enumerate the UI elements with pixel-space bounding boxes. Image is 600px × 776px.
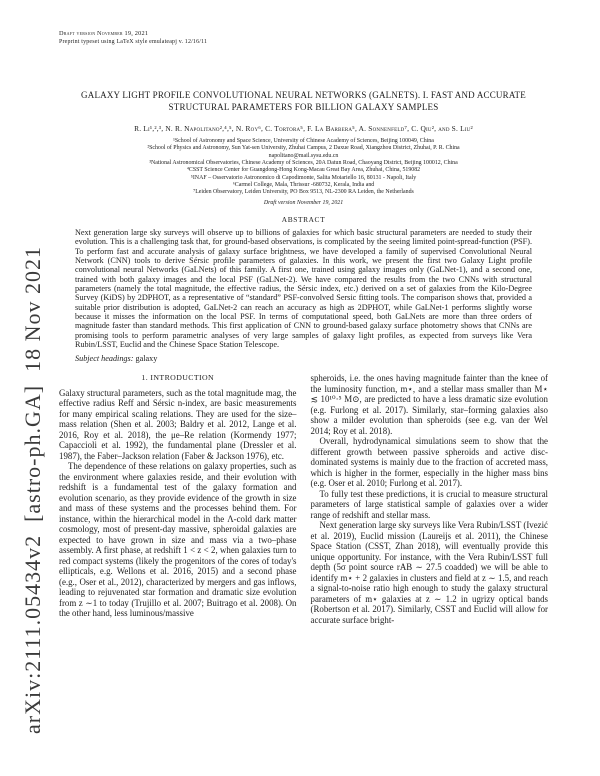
section-heading-introduction: 1. INTRODUCTION [141,373,215,383]
author-list: R. Li¹,²,³, N. R. Napolitano²,⁴,⁵, N. Roy⁶, C. Tortora⁵, F. La Barbera⁵, A. Sonnenfeld⁷, C. Qiu², and S. Liu² [134,123,473,133]
body-paragraph: Overall, hydrodynamical simulations seem to show that the different growth between passive spheroids and active disc-dominated systems is mainly due to the fraction of accreted mass, which is higher in the former, especially in the higher mass bins (e.g. Oser et al. 2010; Furlong et al. 2017). [310,436,548,489]
subject-headings-label: Subject headings: [75,354,134,364]
draft-version-line: Draft version November 19, 2021 [59,30,149,37]
email-address: napolitano@mail.sysu.edu.cn [268,152,339,159]
body-paragraph: spheroids, i.e. the ones having magnitude fainter than the knee of the luminosity function, m⋆, and a stellar mass smaller than M⋆ ≲ 10¹⁰·⁵ M⊙, are predicted to have a less dramatic size evolution (e.g. Furlong et al. 2017). Similarly, star–forming galaxies also show a milder evolution than spheroids (see e.g. van der Wel 2014; Roy et al. 2018). [310,373,548,436]
draft-dateline: Draft version November 19, 2021 [263,199,344,206]
preprint-header [59,30,548,46]
affiliation-line: ⁶Carmel College, Mala, Thrissur -680732, Kerala, India and [232,182,375,189]
abstract-text: Next generation large sky surveys will observe up to billions of galaxies for which basic structural parameters are needed to study their evolution. This is a challenging task that, for ground-based observations, is complicated by the seeing limited point-spread-function (PSF). To perform fast and accurate analysis of galaxy surface brightness, we have developed a family of supervised Convolutional Neural Network (CNN) tools to derive Sérsic profile parameters of galaxies. In this work, we present the first two Galaxy Light profile convolutional neural Networks (GaLNets) of this family. A first one, trained using galaxy images only (GaLNet-1), and a second one, trained with both galaxy images and the local PSF (GaLNet-2). We have compared the results from the two CNNs with structural parameters (namely the total magnitude, the effective radius, the Sérsic index, etc.) derived on a set of galaxies from the Kilo-Degree Survey (KiDS) by 2DPHOT, as a representative of “standard” PSF-convolved Sersic fitting tools. The comparison shows that, provided a suitable prior distribution is adopted, GaLNet-2 can reach an accuracy as high as 2DPHOT, while GaLNet-1 performs slightly worse because it misses the information on the local PSF. In terms of computational speed, both GaLNets are more than three orders of magnitude faster than standard methods. This first application of CNN to ground-based galaxy surface photometry shows that CNNs are promising tools to perform parametric analyses of very large samples of galaxy light profiles, as expected from surveys like Vera Rubin/LSST, Euclid and the Chinese Space Station Telescope. [75,227,532,349]
affiliation-line: ⁴CSST Science Center for Guangdong-Hong Kong-Macau Great Bay Area, Zhuhai, China, 519082 [186,167,421,174]
subject-headings-value: galaxy [135,354,158,364]
body-paragraph: Next generation large sky surveys like Vera Rubin/LSST (Ivezić et al. 2019), Euclid mission (Laureijs et al. 2011), the Chinese Space Station (CSST, Zhan 2018), will eventually provide this unique opportunity. For instance, with the Vera Rubin/LSST full depth (5σ point source rAB ∼ 27.5 coadded) we will be able to identify m⋆ + 2 galaxies in clusters and field at z ∼ 1.5, and reach a signal-to-noise ratio high enough to study the galaxy structural parameters of m⋆ galaxies at z ∼ 1.2 in ugrizy optical bands (Robertson et al. 2017). Similarly, CSST and Euclid will allow for accurate surface bright- [310,520,548,625]
body-paragraph: To fully test these predictions, it is crucial to measure structural parameters of large statistical sample of galaxies over a wider range of redshift and stellar mass. [310,488,548,520]
affiliation-line: ⁷Leiden Observatory, Leiden University, PO Box 9513, NL-2300 RA Leiden, the Netherlands [193,189,414,196]
body-columns [59,373,548,727]
body-paragraph: The dependence of these relations on galaxy properties, such as the environment where galaxies reside, and their evolution with redshift is a fundamental test of the galaxy formation and evolution scenario, as they provide evidence of the growth in size and mass of these systems and the processes behind them. For instance, within the hierarchical model in the Λ-cold dark matter cosmology, most of present-day massive, spheroidal galaxies are expected to have grown in size and mass via a two–phase assembly. A first phase, at redshift 1 < z < 2, when galaxies turn to red compact systems (likely the progenitors of the cores of today's ellipticals, e.g. Wellons et al. 2016, 2015) and a second phase (e.g., Oser et al., 2012), characterized by mergers and gas inflows, leading to rejuvenated star formation and dramatic size evolution from z ∼1 to today (Trujillo et al. 2007; Buitrago et al. 2008). On the other hand, less luminous/massive [59,461,297,618]
typeset-style-line: Preprint typeset using LaTeX style emulateapj v. 12/16/11 [59,38,208,45]
page-content [59,30,548,727]
affiliation-line: ¹School of Astronomy and Space Science, University of Chinese Academy of Sciences, Beijing 100049, China [173,137,434,144]
abstract-heading: ABSTRACT [281,214,326,224]
arxiv-watermark: arXiv:2111.05434v2 [astro-ph.GA] 18 Nov 2021 [20,246,45,734]
paper-title: GALAXY LIGHT PROFILE CONVOLUTIONAL NEURAL NETWORKS (GALNETS). I. FAST AND ACCURATE STRUCTURAL PARAMETERS FOR BILLION GALAXY SAMPLES [81,90,526,113]
affiliation-line: ⁵INAF – Osservatorio Astronomico di Capodimonte, Salita Moiariello 16, 80131 - Napoli, Italy [190,174,417,181]
subject-headings [59,354,548,363]
right-column [311,373,549,727]
affiliation-block [59,138,548,197]
left-column [59,373,297,727]
affiliation-line: ²School of Physics and Astronomy, Sun Yat-sen University, Zhuhai Campus, 2 Daxue Road, Xiangzhou District, Zhuhai, P. R. China [147,145,460,152]
affiliation-line: ³National Astronomical Observatories, Chinese Academy of Sciences, 20A Datun Road, Chaoyang District, Beijing 100012, China [149,159,458,166]
body-paragraph: Galaxy structural parameters, such as the total magnitude mag, the effective radius Reff and Sérsic n-index, are basic measurements for many empirical scaling relations. They are used for the size–mass relation (Shen et al. 2003; Baldry et al. 2012, Lange et al. 2016, Roy et al. 2018), the μe–Re relation (Kormendy 1977; Capaccioli et al. 1992), the fundamental plane (Dressler et al. 1987), the Faber–Jackson relation (Faber & Jackson 1976), etc. [59,387,297,461]
